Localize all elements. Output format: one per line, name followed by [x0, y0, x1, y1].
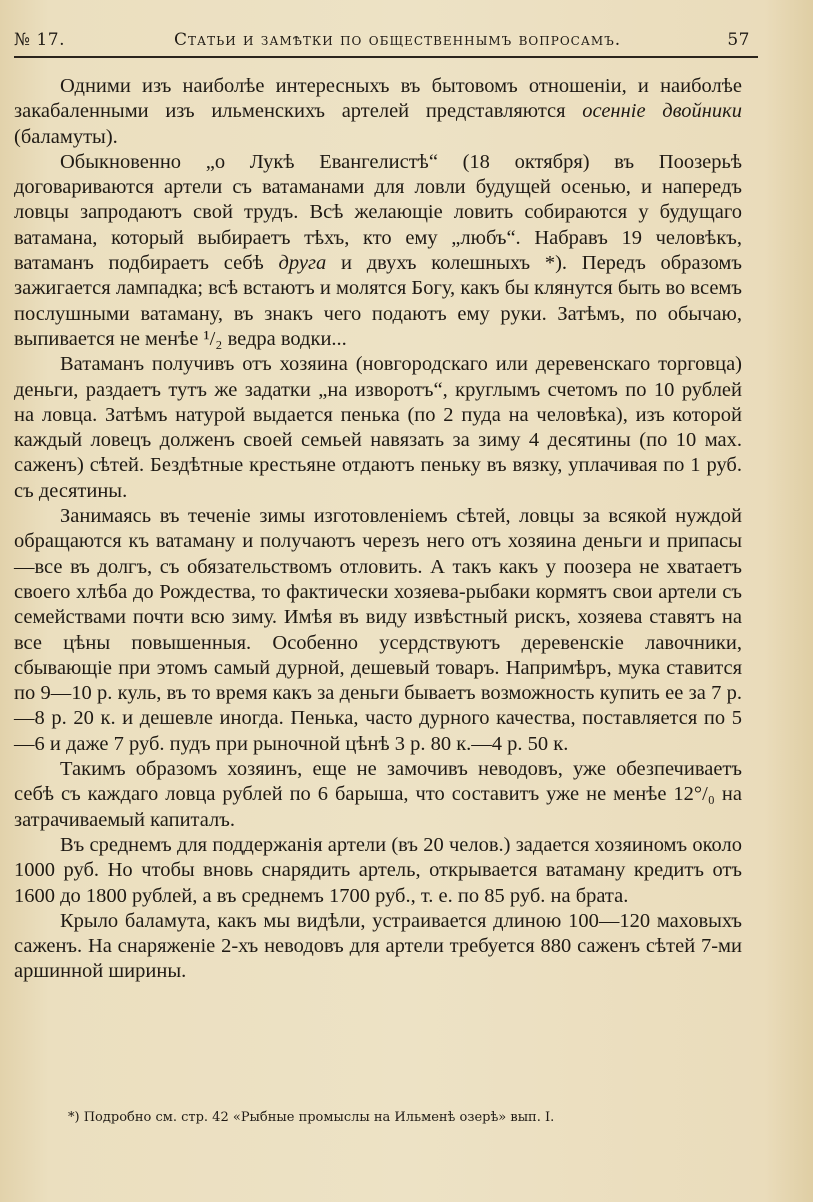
paragraph: Крыло баламута, какъ мы видѣли, устраивается длиною 100—120 маховыхъ саженъ. На снаряженіе 2-хъ неводовъ для артели требуется 880 саженъ сѣтей 7-ми аршинной ширины.: [14, 909, 742, 983]
body-text: [14, 74, 742, 985]
header-rule: [14, 56, 758, 58]
paragraph: Ватаманъ получивъ отъ хозяина (новгородскаго или деревенскаго торговца) деньги, раздаетъ тутъ же задатки „на изворотъ“, круглымъ счетомъ по 10 рублей на ловца. Затѣмъ натурой выдается пенька (по 2 пуда на человѣка), изъ которой каждый ловецъ долженъ своей семьей навязать за зиму 4 десятины (по 10 мах. саженъ) сѣтей. Бездѣтные крестьяне отдаютъ пеньку въ вязку, уплачивая по 1 руб. съ десятины.: [14, 353, 742, 502]
paragraph: Занимаясь въ теченіе зимы изготовленіемъ сѣтей, ловцы за всякой нуждой обращаются къ ватаману и получаютъ черезъ него отъ хозяина деньги и припасы—все въ долгъ, съ обязательствомъ отловить. А такъ какъ у поозера не хватаетъ своего хлѣба до Рождества, то фактически хозяева-рыбаки кормятъ свои артели съ семействами почти всю зиму. Имѣя въ виду извѣстный рискъ, хозяева ставятъ на все цѣны повышенныя. Особенно усердствуютъ деревенскіе лавочники, сбывающіе при этомъ самый дурной, дешевый товаръ. Напримѣръ, мука ставится по 9—10 р. куль, въ то время какъ за деньги бываетъ возможность купить ее за 7 р.—8 р. 20 к. и дешевле иногда. Пенька, часто дурного качества, поставляется по 5—6 и даже 7 руб. пудъ при рыночной цѣнѣ 3 р. 80 к.—4 р. 50 к.: [14, 505, 742, 755]
paragraph-text: Обыкновенно „о Лукѣ Евангелистѣ“ (18 октября) въ Поозерьѣ договариваются артели съ ватаманами для ловли будущей осенью, и напередъ ловцы запродаютъ свой трудъ. Всѣ желающіе ловить собираются у будущаго ватамана, который выбираетъ тѣхъ, кто ему „любъ“. Набравъ 19 человѣкъ, ватаманъ подбираетъ себѣ: [14, 150, 742, 275]
paragraph: Въ среднемъ для поддержанія артели (въ 20 челов.) задается хозяиномъ около 1000 руб. Но чтобы вновь снарядить артель, открывается ватаману кредитъ отъ 1600 до 1800 рублей, а въ среднемъ 1700 руб., т. е. по 85 руб. на брата.: [14, 833, 742, 907]
paragraph: [14, 150, 742, 352]
paragraph: Такимъ образомъ хозяинъ, еще не замочивъ неводовъ, уже обезпечиваетъ себѣ съ каждаго ловца рублей по 6 барыша, что составитъ уже не менѣе 12°/₀ на затрачиваемый капиталъ.: [14, 758, 742, 831]
section-title: Статьи и замѣтки по общественнымъ вопросамъ.: [174, 30, 622, 50]
paragraph-text: и двухъ колешныхъ *). Передъ образомъ зажигается лампадка; всѣ встаютъ и молятся Богу, какъ бы клянутся быть во всемъ послушными ватаману, въ знакъ чего подаютъ ему руки. Затѣмъ, по обычаю, выпивается не менѣе ¹/₂ ведра водки...: [14, 252, 742, 350]
italic-term: друга: [278, 252, 327, 275]
italic-term: осенніе двойники: [582, 100, 742, 123]
page-number: 57: [727, 30, 750, 50]
running-header: [14, 30, 750, 56]
issue-number: № 17.: [14, 30, 66, 50]
paragraph: [14, 74, 742, 150]
footnote: *) Подробно см. стр. 42 «Рыбные промыслы на Ильменѣ озерѣ» вып. I.: [68, 1110, 555, 1125]
paragraph-text: Одними изъ наиболѣе интересныхъ въ бытовомъ отношеніи, и наиболѣе закабаленными изъ ильменскихъ артелей представляются: [14, 75, 742, 123]
paragraph-text: (баламуты).: [14, 125, 118, 148]
